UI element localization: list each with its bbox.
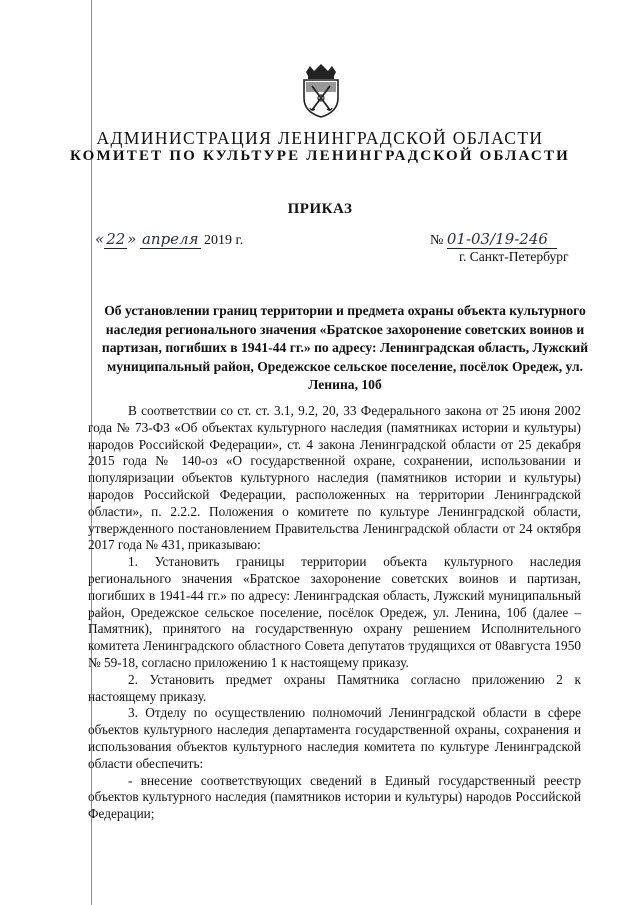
order-date xyxy=(95,230,243,249)
number-value: 01-03/19-246 xyxy=(447,230,557,249)
document-type: ПРИКАЗ xyxy=(287,201,353,217)
org-name-administration: АДМИНИСТРАЦИЯ ЛЕНИНГРАДСКОЙ ОБЛАСТИ xyxy=(96,128,544,148)
body-paragraph: 1. Установить границы территории объекта культурного наследия регионального значения «Братское захоронение советских воинов и партизан, погибших в 1941-44 гг.» по адресу: Ленинградская область, Лужский муниципальный район, Оредежское сельское поселение, посёлок Оредеж, ул. Ленина, 10б (далее – Памятник), принятого на государственную охрану решением Исполнительного комитета Ленинградского областного Совета депутатов трудящихся от 08августа 1950 № 59-18, согласно приложению 1 к настоящему приказу. xyxy=(88,554,581,670)
city-name: г. Санкт-Петербург xyxy=(459,249,569,264)
date-month: апреля xyxy=(141,230,199,248)
body-paragraph: - внесение соответствующих сведений в Единый государственный реестр объектов культурного наследия (памятников истории и культуры) народов Российской Федерации; xyxy=(88,772,581,822)
coat-of-arms-icon xyxy=(300,62,342,118)
date-year: 2019 г. xyxy=(204,233,244,248)
date-open-quote: « xyxy=(95,230,105,248)
order-title: Об установлении границ территории и предмета охраны объекта культурного наследия регионального значения «Братское захоронение советских воинов и партизан, погибших в 1941-44 гг.» по адресу: Ленинградская область, Лужский муниципальный район, Оредежское сельское поселение, посёлок Оредеж, ул. Ленина, 10б xyxy=(101,303,589,393)
order-number xyxy=(430,230,557,249)
org-name-committee: КОМИТЕТ ПО КУЛЬТУРЕ ЛЕНИНГРАДСКОЙ ОБЛАСТИ xyxy=(69,148,571,164)
body-paragraph: В соответствии со ст. ст. 3.1, 9.2, 20, 33 Федерального закона от 25 июня 2002 года № 73-ФЗ «Об объектах культурного наследия (памятниках истории и культуры) народов Российской Федерации», ст. 4 закона Ленинградской области от 25 декабря 2015 года № 140-оз «О государственной охране, сохранении, использовании и популяризации объектов культурного наследия (памятников истории и культуры) народов Российской Федерации, расположенных на территории Ленинградской области», п. 2.2.2. Положения о комитете по культуре Ленинградской области, утвержденного постановлением Правительства Ленинградской области от 24 октября 2017 года № 431, приказываю: xyxy=(88,403,581,553)
number-prefix: № xyxy=(430,233,444,248)
body-paragraph: 3. Отделу по осуществлению полномочий Ленинградской области в сфере объектов культурного наследия департамента государственной охраны, сохранения и использования объектов культурного наследия комитета по культуре Ленинградской области обеспечить: xyxy=(88,705,581,771)
body-paragraph: 2. Установить предмет охраны Памятника согласно приложению 2 к настоящему приказу. xyxy=(88,671,581,704)
date-close-quote: » xyxy=(127,230,137,248)
order-body xyxy=(88,403,581,823)
date-day: 22 xyxy=(106,230,126,248)
